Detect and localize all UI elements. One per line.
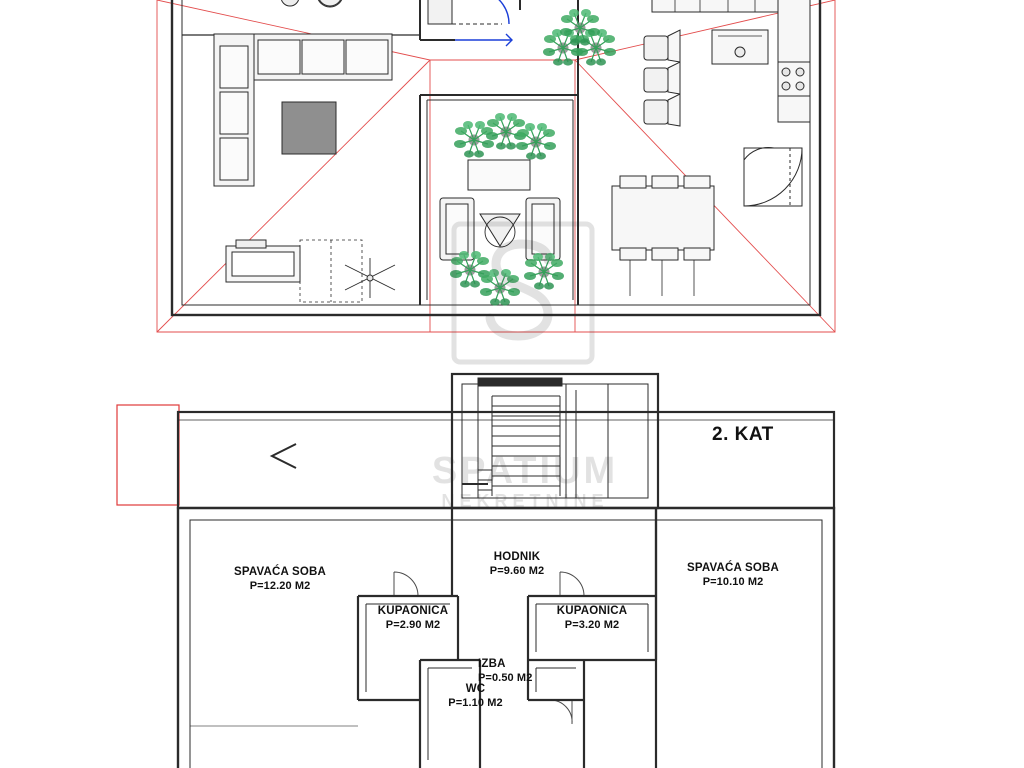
room-area: P=2.90 M2 [385,619,441,631]
floor-title-2-kat: 2. KAT [712,424,774,445]
room-label-spavaca-soba-left [165,565,395,593]
room-name: HODNIK [493,551,541,563]
rug-outline [300,240,362,302]
room-name: WC [465,683,486,695]
room-name: SPAVAĆA SOBA [686,562,780,574]
room-name: IZBA [478,658,506,670]
lounge-seating [440,160,560,260]
room-area: P=10.10 M2 [702,576,764,588]
room-name: KUPAONICA [377,605,449,617]
room-area: P=3.20 M2 [564,619,620,631]
terrace-outline [117,405,179,505]
media-bench [226,240,300,282]
door-swing-blue [455,0,512,46]
room-area: P=0.50 M2 [478,672,533,684]
direction-arrow [272,444,296,468]
stairwell [452,374,658,508]
bar-stools [644,30,680,126]
upper-floor-plan [157,0,835,332]
room-area: P=1.10 M2 [448,697,503,709]
room-name: KUPAONICA [556,605,628,617]
room-label-hodnik [427,550,607,578]
room-label-spavaca-soba-right [623,561,843,589]
room-label-kupaonica-right [497,604,687,632]
room-area: P=9.60 M2 [489,565,545,577]
room-name: SPAVAĆA SOBA [233,566,327,578]
room-area: P=12.20 M2 [249,580,311,592]
planter-group-upper [450,9,616,306]
stair-detail-upper [744,147,802,206]
dining-set [612,176,714,296]
room-label-izba [478,657,608,685]
room-label-kupaonica-left [318,604,508,632]
watermark-line-1: SPATIUM [431,450,619,492]
watermark-line-2: NEKRETNINE [441,491,609,511]
room-label-wc [388,682,563,710]
ceiling-fan [345,258,395,298]
coffee-table [282,102,336,154]
